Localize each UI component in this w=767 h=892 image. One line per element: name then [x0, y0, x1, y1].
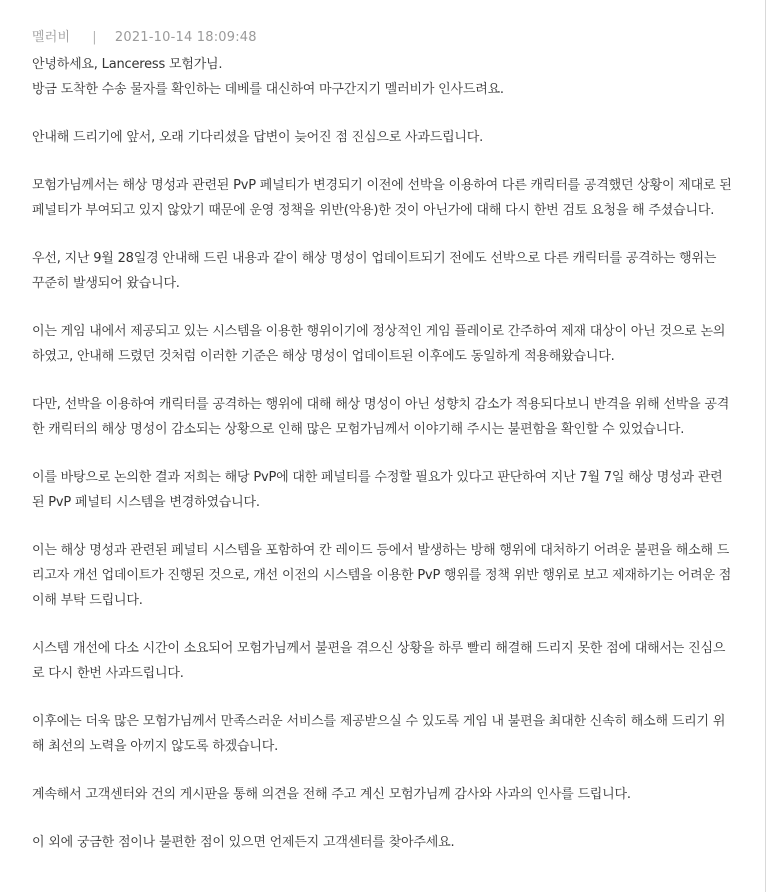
paragraph: 모험가님께서는 해상 명성과 관련된 PvP 페널티가 변경되기 이전에 선박을 이용하여 다른 캐릭터를 공격했던 상황이 제대로 된 페널티가 부여되고 있지 않았기 때문에 운영 정책을 위반(악용)한 것이 아닌가에 대해 다시 한번 검토 요청을 해 주셨습니다.	[32, 178, 732, 218]
paragraph: 안내해 드리기에 앞서, 오래 기다리셨을 답변이 늦어진 점 진심으로 사과드립니다.	[32, 130, 484, 145]
paragraph: 이후에는 더욱 많은 모험가님께서 만족스러운 서비스를 제공받으실 수 있도록 게임 내 불편을 최대한 신속히 해소해 드리기 위해 최선의 노력을 아끼지 않도록 하겠습니다.	[32, 714, 726, 754]
meta-separator: |	[92, 30, 97, 45]
post-meta	[32, 26, 257, 45]
paragraph: 이를 바탕으로 논의한 결과 저희는 해당 PvP에 대한 페널티를 수정할 필요가 있다고 판단하여 지난 7월 7일 해상 명성과 관련된 PvP 페널티 시스템을 변경하였습니다.	[32, 470, 723, 510]
greeting-line: 안녕하세요, Lanceress 모험가님.	[32, 57, 223, 72]
post-body	[32, 52, 732, 878]
paragraph: 이 외에 궁금한 점이나 불편한 점이 있으면 언제든지 고객센터를 찾아주세요.	[32, 835, 455, 850]
paragraph: 이는 게임 내에서 제공되고 있는 시스템을 이용한 행위이기에 정상적인 게임 플레이로 간주하여 제재 대상이 아닌 것으로 논의하였고, 안내해 드렸던 것처럼 이러한 기준은 해상 명성이 업데이트된 이후에도 동일하게 적용해왔습니다.	[32, 324, 726, 364]
paragraph: 시스템 개선에 다소 시간이 소요되어 모험가님께서 불편을 겪으신 상황을 하루 빨리 해결해 드리지 못한 점에 대해서는 진심으로 다시 한번 사과드립니다.	[32, 641, 726, 681]
author-name: 멜러비	[32, 30, 71, 45]
paragraph: 우선, 지난 9월 28일경 안내해 드린 내용과 같이 해상 명성이 업데이트되기 전에도 선박으로 다른 캐릭터를 공격하는 행위는 꾸준히 발생되어 왔습니다.	[32, 251, 717, 291]
paragraph: 다만, 선박을 이용하여 캐릭터를 공격하는 행위에 대해 해상 명성이 아닌 성향치 감소가 적용되다보니 반격을 위해 선박을 공격한 캐릭터의 해상 명성이 감소되는 상황으로 인해 많은 모험가님께서 이야기해 주시는 불편함을 확인할 수 있었습니다.	[32, 397, 730, 437]
paragraph: 이는 해상 명성과 관련된 페널티 시스템을 포함하여 칸 레이드 등에서 발생하는 방해 행위에 대처하기 어려운 불편을 해소해 드리고자 개선 업데이트가 진행된 것으로, 개선 이전의 시스템을 이용한 PvP 행위를 정책 위반 행위로 보고 제재하기는 어려운 점 이해 부탁 드립니다.	[32, 543, 732, 608]
paragraph: 계속해서 고객센터와 건의 게시판을 통해 의견을 전해 주고 계신 모험가님께 감사와 사과의 인사를 드립니다.	[32, 787, 631, 802]
post-timestamp: 2021-10-14 18:09:48	[114, 30, 257, 45]
greeting-line: 방금 도착한 수송 물자를 확인하는 데베를 대신하여 마구간지기 멜러비가 인사드려요.	[32, 82, 504, 97]
